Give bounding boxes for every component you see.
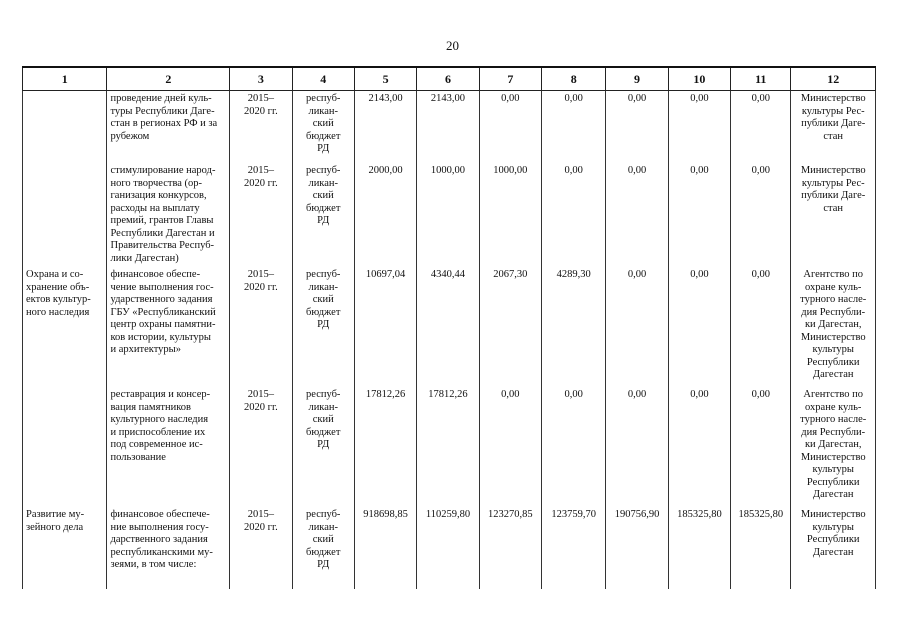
funding-source-cell: [292, 91, 354, 166]
amount-year: 0,00: [606, 91, 668, 166]
page-number: 20: [446, 38, 459, 53]
amount-year: 1000,00: [417, 165, 479, 269]
amount-year: 0,00: [668, 389, 730, 509]
amount-year: 123270,85: [479, 509, 541, 589]
activity-text: реставрация и консер- вация памятников культурного наследия и приспособление их под современное ис- пользование: [110, 389, 211, 463]
amount-year: 4289,30: [542, 269, 606, 389]
amount-year: 0,00: [668, 91, 730, 166]
funding-source-cell: [292, 509, 354, 589]
amount-year: 0,00: [668, 269, 730, 389]
amount-total: 918698,85: [354, 509, 416, 589]
amount-year: 0,00: [606, 165, 668, 269]
column-header: 3: [230, 67, 292, 91]
funding-source-cell: [292, 269, 354, 389]
activity-text: стимулирование народ- ного творчества (ор- ганизация конкурсов, расходы на выплату премий, грантов Главы Республики Дагестан и Правительства Респуб- лики Дагестан): [110, 165, 216, 264]
period-cell: [230, 389, 292, 509]
executor-cell: [791, 389, 876, 509]
amount-year: 2067,30: [479, 269, 541, 389]
activity-cell: [107, 509, 230, 589]
column-header: 7: [479, 67, 541, 91]
section-cell: [23, 389, 107, 509]
header-row: [23, 67, 876, 91]
funding-source-text: респуб- ликан- ский бюджет РД: [306, 389, 341, 450]
amount-year: 17812,26: [417, 389, 479, 509]
table-row: [23, 389, 876, 509]
amount-year: 185325,80: [731, 509, 791, 589]
period-text: 2015– 2020 гг.: [244, 389, 278, 413]
column-header: 12: [791, 67, 876, 91]
amount-total: 2000,00: [354, 165, 416, 269]
executor-text: Министерство культуры Рес- публики Даге- стан: [800, 165, 866, 214]
period-cell: [230, 269, 292, 389]
amount-year: 0,00: [542, 389, 606, 509]
table-row: [23, 509, 876, 589]
column-header: 6: [417, 67, 479, 91]
funding-source-text: респуб- ликан- ский бюджет РД: [306, 93, 341, 154]
amount-year: 190756,90: [606, 509, 668, 589]
executor-text: Агентство по охране куль- турного насле- дия Республи- ки Дагестан, Министерство культуры Республики Дагестан: [800, 389, 867, 500]
table-row: [23, 269, 876, 389]
funding-source-cell: [292, 165, 354, 269]
column-header: 11: [731, 67, 791, 91]
column-header: 4: [292, 67, 354, 91]
amount-year: 2143,00: [417, 91, 479, 166]
section-cell: [23, 269, 107, 389]
amount-year: 0,00: [542, 91, 606, 166]
executor-text: Агентство по охране куль- турного насле- дия Республи- ки Дагестан, Министерство культуры Республики Дагестан: [800, 269, 867, 380]
funding-source-text: респуб- ликан- ский бюджет РД: [306, 165, 341, 226]
amount-year: 0,00: [731, 269, 791, 389]
amount-total: 10697,04: [354, 269, 416, 389]
amount-year: 0,00: [731, 389, 791, 509]
executor-text: Министерство культуры Рес- публики Даге- стан: [800, 93, 866, 142]
section-cell: [23, 165, 107, 269]
period-cell: [230, 509, 292, 589]
amount-year: 0,00: [542, 165, 606, 269]
budget-table: [22, 66, 876, 589]
section-cell: [23, 91, 107, 166]
column-header: 2: [107, 67, 230, 91]
activity-cell: [107, 91, 230, 166]
period-cell: [230, 165, 292, 269]
executor-cell: [791, 509, 876, 589]
executor-cell: [791, 91, 876, 166]
amount-year: 123759,70: [542, 509, 606, 589]
table-row: [23, 165, 876, 269]
table-row: [23, 91, 876, 166]
column-header: 5: [354, 67, 416, 91]
amount-year: 0,00: [479, 91, 541, 166]
funding-source-text: респуб- ликан- ский бюджет РД: [306, 509, 341, 570]
column-header: 8: [542, 67, 606, 91]
column-header: 10: [668, 67, 730, 91]
activity-text: проведение дней куль- туры Республики Даге- стан в регионах РФ и за рубежом: [110, 93, 218, 142]
amount-year: 0,00: [479, 389, 541, 509]
activity-text: финансовое обеспе- чение выполнения гос- ударственного задания ГБУ «Республиканский центр охраны памятни- ков истории, культуры и архитектуры»: [110, 269, 216, 355]
activity-cell: [107, 389, 230, 509]
funding-source-cell: [292, 389, 354, 509]
amount-year: 185325,80: [668, 509, 730, 589]
column-header: 9: [606, 67, 668, 91]
period-text: 2015– 2020 гг.: [244, 165, 278, 189]
amount-year: 0,00: [606, 269, 668, 389]
activity-cell: [107, 269, 230, 389]
section-cell: [23, 509, 107, 589]
amount-year: 0,00: [731, 165, 791, 269]
period-text: 2015– 2020 гг.: [244, 93, 278, 117]
amount-total: 17812,26: [354, 389, 416, 509]
period-text: 2015– 2020 гг.: [244, 509, 278, 533]
activity-cell: [107, 165, 230, 269]
executor-text: Министерство культуры Республики Дагестан: [800, 509, 866, 558]
section-text: Охрана и со- хранение объ- ектов культур- ного наследия: [26, 269, 91, 318]
column-header: 1: [23, 67, 107, 91]
amount-year: 4340,44: [417, 269, 479, 389]
executor-cell: [791, 165, 876, 269]
amount-year: 1000,00: [479, 165, 541, 269]
period-text: 2015– 2020 гг.: [244, 269, 278, 293]
funding-source-text: респуб- ликан- ский бюджет РД: [306, 269, 341, 330]
activity-text: финансовое обеспече- ние выполнения госу- дарственного задания республиканскими му- зеями, в том числе:: [110, 509, 213, 570]
amount-year: 0,00: [668, 165, 730, 269]
amount-year: 0,00: [606, 389, 668, 509]
amount-year: 0,00: [731, 91, 791, 166]
period-cell: [230, 91, 292, 166]
amount-total: 2143,00: [354, 91, 416, 166]
amount-year: 110259,80: [417, 509, 479, 589]
section-text: Развитие му- зейного дела: [26, 509, 85, 533]
executor-cell: [791, 269, 876, 389]
